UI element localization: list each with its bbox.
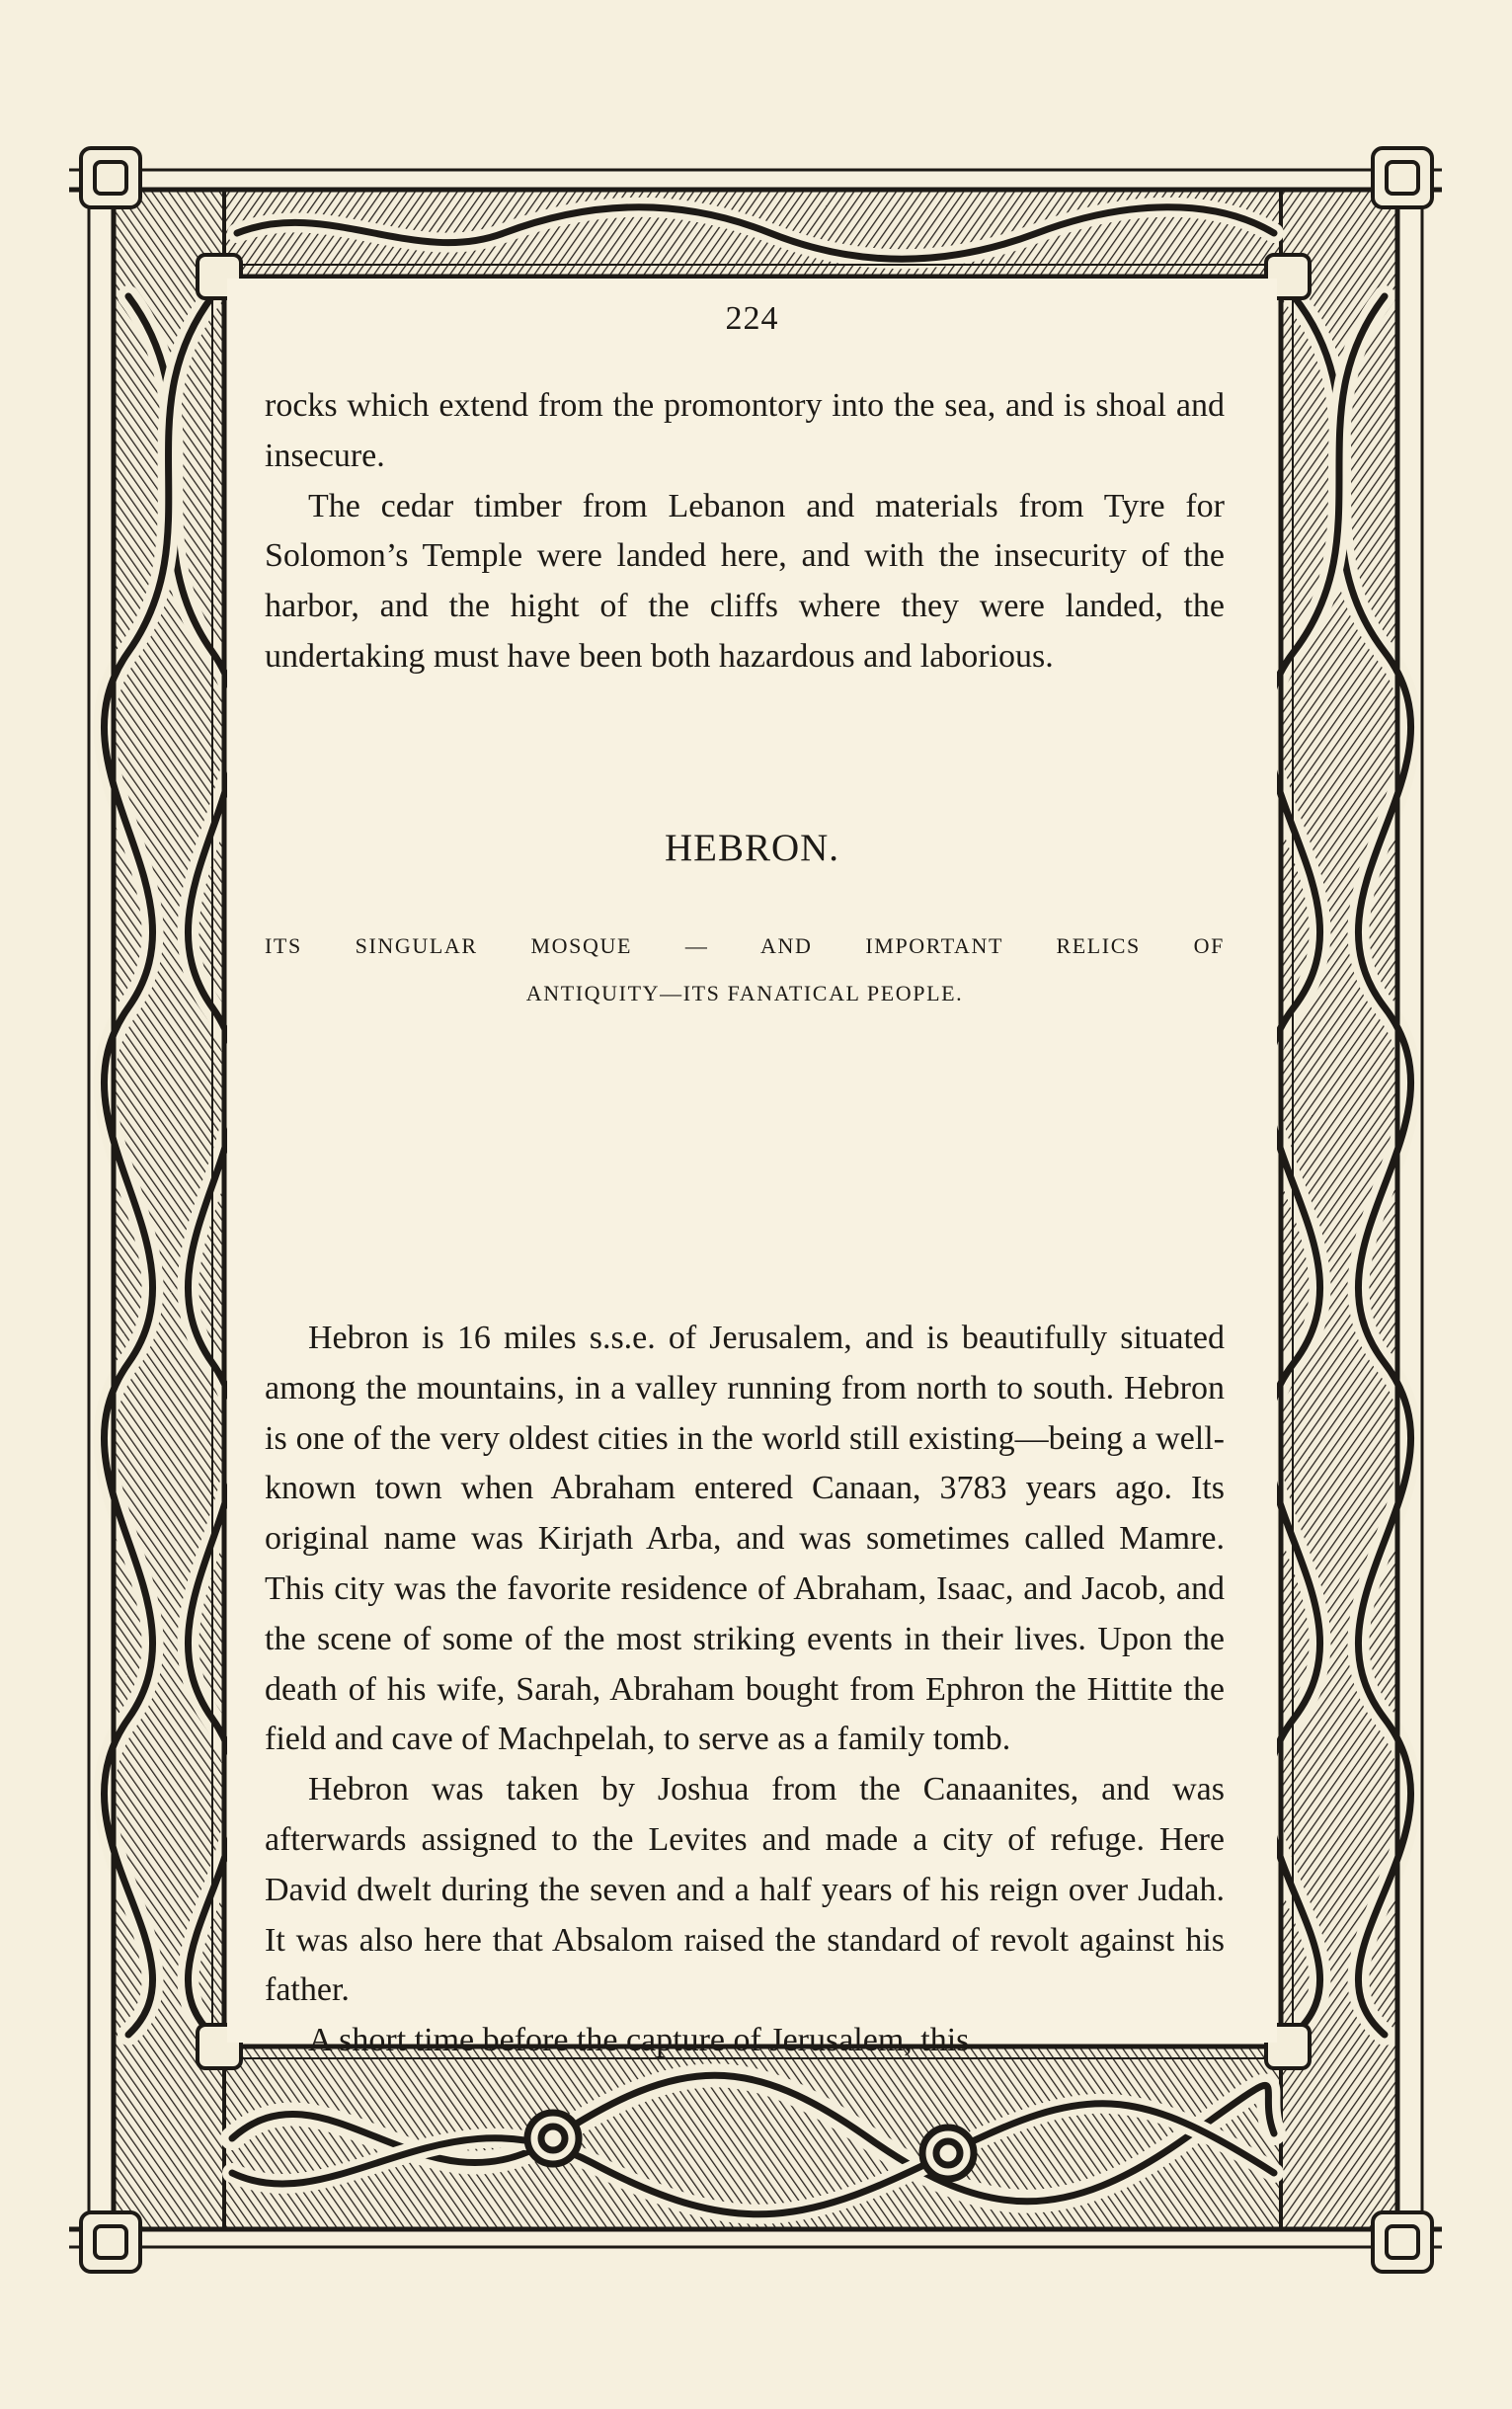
- section-heading: HEBRON.: [664, 827, 840, 869]
- intro-text: [265, 381, 1225, 683]
- section-text: [265, 1314, 1225, 2066]
- section-subheading: [265, 923, 1225, 1017]
- intro-paragraph-2: The cedar timber from Lebanon and materials from Tyre for Solomon’s Temple were landed here, and with the insecurity of the harbor, and the hight of the cliffs where they were landed, the undertaking must have been both hazardous and laborious.: [265, 487, 1225, 675]
- subheading-line-1: ITS SINGULAR MOSQUE — AND IMPORTANT RELICS OF: [265, 933, 1225, 958]
- section-paragraph-2: Hebron was taken by Joshua from the Canaanites, and was afterwards assigned to the Levites and made a city of refuge. Here David dwelt during the seven and a half years of his reign over Judah. It was also here that Absalom raised the standard of revolt against his father.: [265, 1771, 1225, 2009]
- intro-paragraph-1: rocks which extend from the promontory into the sea, and is shoal and insecure.: [265, 387, 1225, 474]
- subheading-line-2: ANTIQUITY—ITS FANATICAL PEOPLE.: [525, 981, 964, 1005]
- section-paragraph-1: Hebron is 16 miles s.s.e. of Jerusalem, and is beautifully situated among the mountains, in a valley running from north to south. Hebron is one of the very oldest cities in the world still existing—being a well-known town when Abraham entered Canaan, 3783 years ago. Its original name was Kirjath Arba, and was sometimes called Mamre. This city was the favorite residence of Abraham, Isaac, and Jacob, and the scene of some of the most striking events in their lives. Upon the death of his wife, Sarah, Abraham bought from Ephron the Hittite the field and cave of Machpelah, to serve as a family tomb.: [265, 1320, 1225, 1758]
- page-number: 224: [725, 300, 779, 337]
- text-panel: [227, 279, 1277, 2059]
- section-paragraph-3: A short time before the capture of Jerusalem, this: [308, 2022, 970, 2059]
